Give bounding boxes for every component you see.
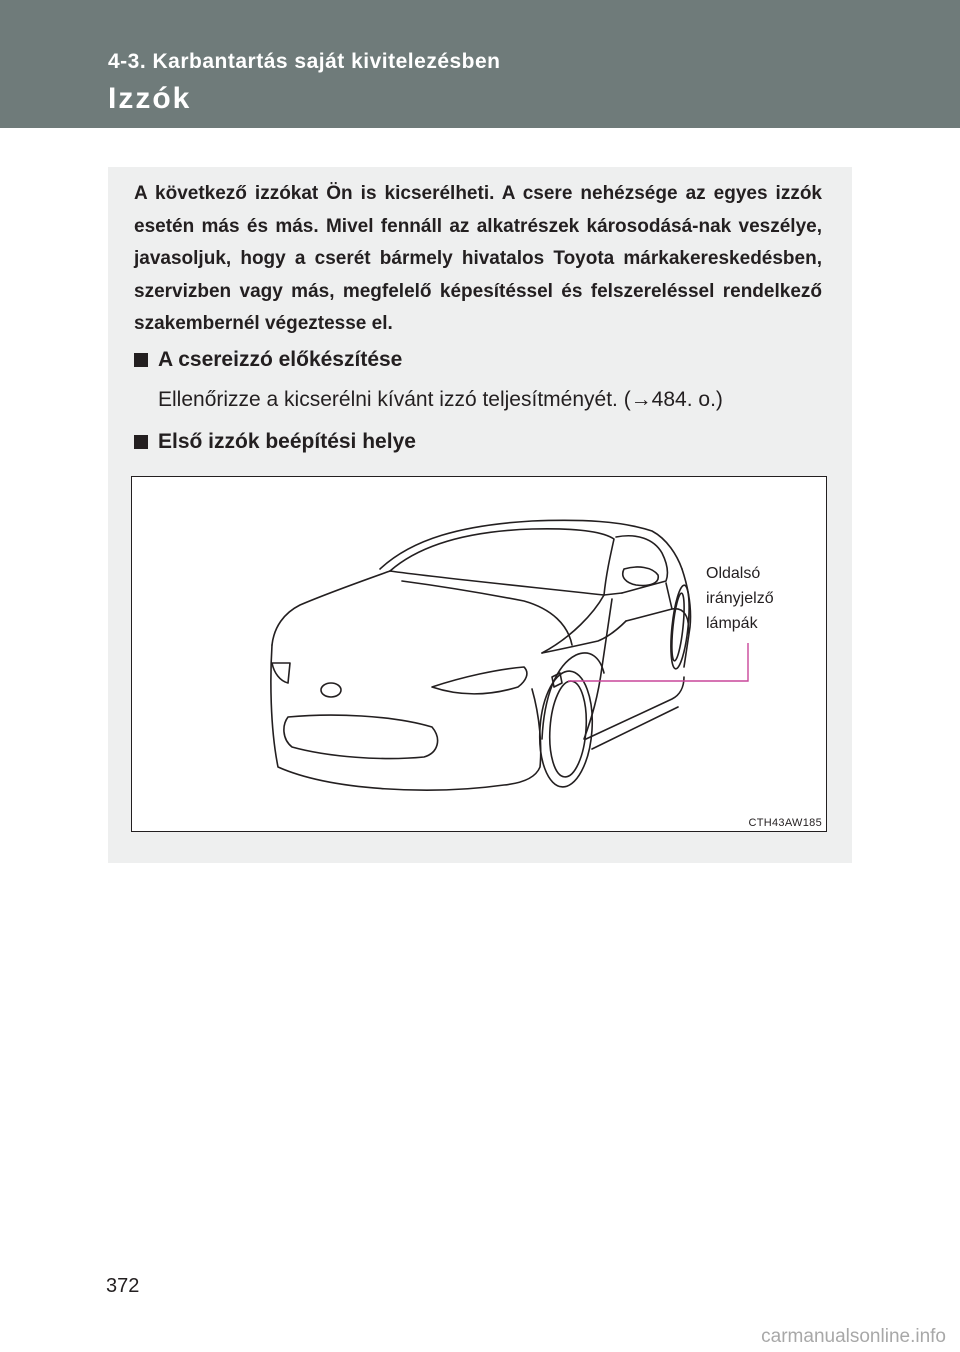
callout-side-turn-signal: Oldalsó irányjelző lámpák	[706, 565, 774, 632]
page-header	[0, 0, 960, 128]
subheading-text: A csereizzó előkészítése	[158, 348, 403, 371]
square-bullet-icon	[134, 435, 148, 449]
figure-code: CTH43AW185	[748, 817, 822, 829]
watermark: carmanualsonline.info	[761, 1326, 946, 1347]
page-number: 372	[106, 1275, 140, 1297]
bulb-preparation-text: Ellenőrizze a kicserélni kívánt izzó teljesítményét. (→484. o.)	[158, 388, 723, 411]
car-drawing	[132, 477, 826, 831]
car-illustration-figure	[131, 476, 827, 832]
page-title: Izzók	[108, 82, 192, 115]
subheading-bulb-preparation	[134, 348, 402, 372]
intro-paragraph: A következő izzókat Ön is kicserélheti. A csere nehézsége az egyes izzók esetén más és más. Mivel fennáll az alkatrészek károsodásá-nak veszélye, javasoljuk, hogy a cserét bármely hivatalos Toyota márkakereskedésben, szervizben vagy más, megfelelő képesítéssel és felszereléssel rendelkező szakembernél végeztesse el.	[134, 183, 822, 334]
section-label: 4-3. Karbantartás saját kivitelezésben	[108, 50, 501, 73]
subheading-text: Első izzók beépítési helye	[158, 430, 416, 453]
square-bullet-icon	[134, 353, 148, 367]
subheading-front-bulb-locations	[134, 430, 416, 454]
